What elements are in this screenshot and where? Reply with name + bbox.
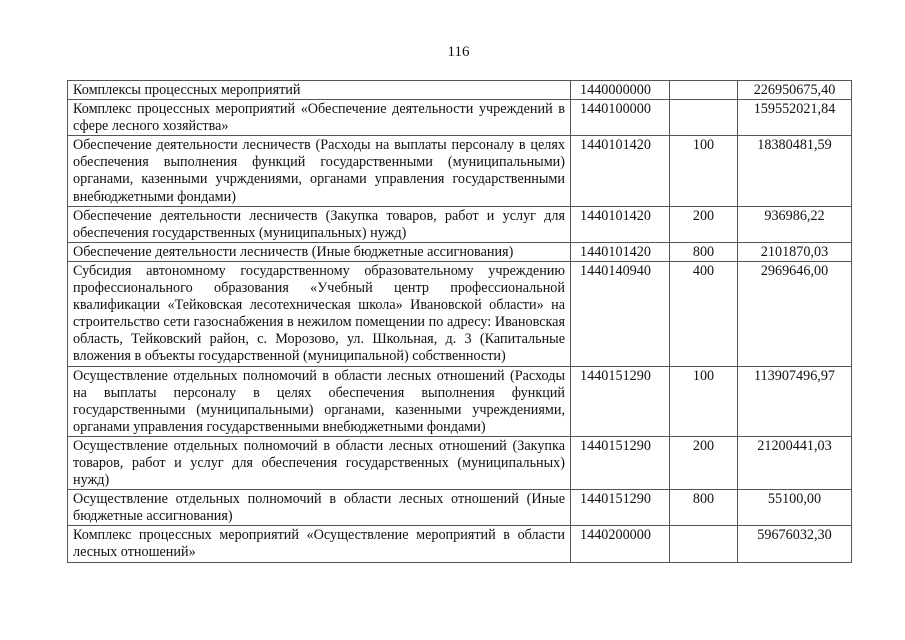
row-description: Обеспечение деятельности лесничеств (Иные бюджетные ассигнования) (68, 242, 571, 261)
row-expense-type (670, 526, 738, 562)
row-description: Осуществление отдельных полномочий в области лесных отношений (Закупка товаров, работ и услуг для обеспечения государственных (муниципальных) нужд) (68, 436, 571, 489)
row-description: Осуществление отдельных полномочий в области лесных отношений (Расходы на выплаты персоналу в целях обеспечения выполнения функций государственными (муниципальными) органами, казенными учреждениями, органами управления государственными внебюджетными фондами) (68, 366, 571, 436)
table-row (68, 136, 852, 206)
row-amount: 21200441,03 (738, 436, 852, 489)
row-expense-type (670, 81, 738, 100)
row-code: 1440101420 (571, 242, 670, 261)
row-description: Обеспечение деятельности лесничеств (Расходы на выплаты персоналу в целях обеспечения выполнения функций государственными (муниципальными) органами, казенными учрждениями, органами управления государственными внебюджетными фондами) (68, 136, 571, 206)
row-expense-type: 800 (670, 242, 738, 261)
table-row (68, 261, 852, 366)
row-amount: 226950675,40 (738, 81, 852, 100)
row-code: 1440140940 (571, 261, 670, 366)
row-amount: 113907496,97 (738, 366, 852, 436)
row-code: 1440151290 (571, 366, 670, 436)
table-row (68, 526, 852, 562)
row-code: 1440000000 (571, 81, 670, 100)
table-row (68, 81, 852, 100)
row-amount: 2969646,00 (738, 261, 852, 366)
row-expense-type (670, 100, 738, 136)
row-amount: 18380481,59 (738, 136, 852, 206)
table-row (68, 206, 852, 242)
row-expense-type: 100 (670, 366, 738, 436)
row-code: 1440200000 (571, 526, 670, 562)
row-description: Комплекс процессных мероприятий «Обеспечение деятельности учреждений в сфере лесного хозяйства» (68, 100, 571, 136)
row-expense-type: 200 (670, 206, 738, 242)
page-number: 116 (447, 44, 470, 60)
row-code: 1440151290 (571, 436, 670, 489)
row-code: 1440101420 (571, 136, 670, 206)
row-expense-type: 800 (670, 490, 738, 526)
row-amount: 59676032,30 (738, 526, 852, 562)
row-expense-type: 100 (670, 136, 738, 206)
table-row (68, 490, 852, 526)
row-amount: 55100,00 (738, 490, 852, 526)
row-description: Осуществление отдельных полномочий в области лесных отношений (Иные бюджетные ассигнования) (68, 490, 571, 526)
row-description: Субсидия автономному государственному образовательному учреждению профессионального образования «Учебный центр профессиональной квалификации «Тейковская лесотехническая школа» Ивановской области» на строительство сети газоснабжения в нежилом помещении по адресу: Ивановская область, Тейковский район, с. Морозово, ул. Школьная, д. 3 (Капитальные вложения в объекты государственной (муниципальной) собственности) (68, 261, 571, 366)
table-row (68, 436, 852, 489)
row-amount: 2101870,03 (738, 242, 852, 261)
row-description: Обеспечение деятельности лесничеств (Закупка товаров, работ и услуг для обеспечения государственных (муниципальных) нужд) (68, 206, 571, 242)
row-code: 1440101420 (571, 206, 670, 242)
row-code: 1440151290 (571, 490, 670, 526)
table-row (68, 100, 852, 136)
row-expense-type: 400 (670, 261, 738, 366)
row-amount: 159552021,84 (738, 100, 852, 136)
row-description: Комплекс процессных мероприятий «Осуществление мероприятий в области лесных отношений» (68, 526, 571, 562)
row-description: Комплексы процессных мероприятий (68, 81, 571, 100)
row-code: 1440100000 (571, 100, 670, 136)
table-row (68, 366, 852, 436)
table-row (68, 242, 852, 261)
budget-table (67, 80, 852, 563)
row-amount: 936986,22 (738, 206, 852, 242)
row-expense-type: 200 (670, 436, 738, 489)
